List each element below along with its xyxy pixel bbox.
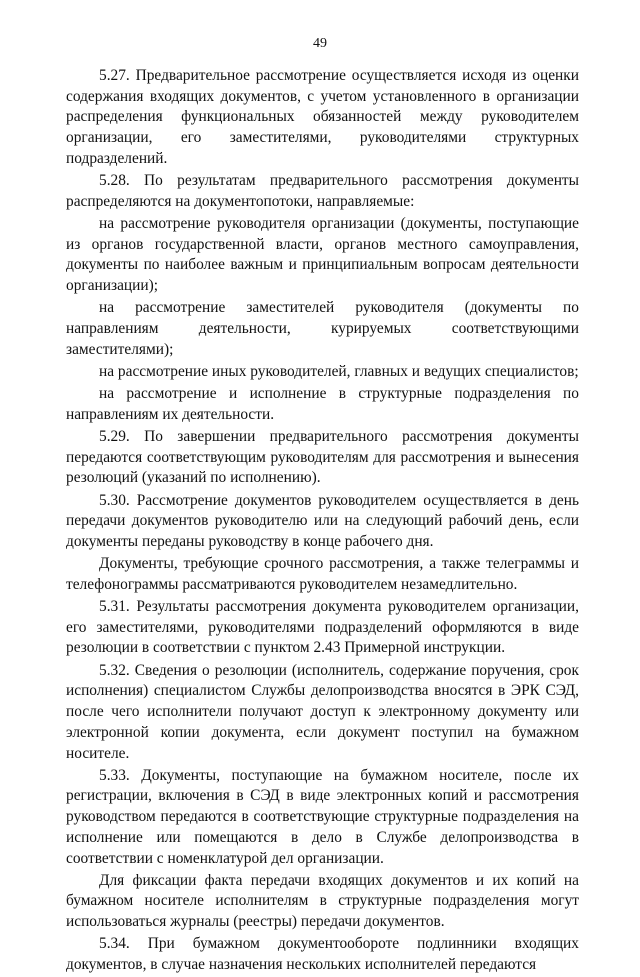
paragraph-5-31: 5.31. Результаты рассмотрения документа руководителем организации, его заместителями, руководителями подразделений оформляются в виде резолюции в соответствии с пунктом 2.43 Примерной инструкции. [66,598,579,657]
paragraph-5-29: 5.29. По завершении предварительного рассмотрения документы передаются соответствующим руководителям для рассмотрения и вынесения резолюций (указаний по исполнению). [66,427,579,487]
paragraph-5-33: 5.33. Документы, поступающие на бумажном носителе, после их регистрации, включения в СЭД в виде электронных копий и рассмотрения руководством передаются в соответствующие структурные подразделения на исполнение или помещаются в дело в Службе делопроизводства в соответствии с номенклатурой дел организации. [66,766,579,867]
paragraph-5-32: 5.32. Сведения о резолюции (исполнитель, содержание поручения, срок исполнения) специалистом Службы делопроизводства вносятся в ЭРК СЭД, после чего исполнители получают доступ к электронному документу или электронной копии документа, если документ поступил на бумажном носителе. [66,661,579,762]
paragraph-5-30: 5.30. Рассмотрение документов руководителем осуществляется в день передачи документов руководителю или на следующий рабочий день, если документы переданы руководству в конце рабочего дня. [66,491,579,550]
list-item-deputies: на рассмотрение заместителей руководителя (документы по направлениям деятельности, курируемых соответствующими заместителями); [66,299,579,358]
paragraph-5-34: 5.34. При бумажном документообороте подлинники входящих документов, в случае назначения нескольких исполнителей передаются [66,935,579,974]
list-item-other-managers: на рассмотрение иных руководителей, главных и ведущих специалистов; [99,362,579,380]
list-item-structural-units: на рассмотрение и исполнение в структурные подразделения по направлениям их деятельности. [66,385,579,423]
list-item-head-of-organization: на рассмотрение руководителя организации (документы, поступающие из органов государственной власти, органов местного самоуправления, документы по наиболее важным и принципиальным вопросам деятельности организации); [66,214,579,295]
page-number: 49 [313,36,327,51]
paragraph-transfer-journals: Для фиксации факта передачи входящих документов и их копий на бумажном носителе исполнителям в структурные подразделения могут использоваться журналы (реестры) передачи документов. [66,871,579,931]
paragraph-5-27: 5.27. Предварительное рассмотрение осуществляется исходя из оценки содержания входящих документов, с учетом установленного в организации распределения функциональных обязанностей между руководителем организации, его заместителями, руководителями структурных подразделений. [66,67,579,167]
document-body [66,66,579,977]
paragraph-5-28: 5.28. По результатам предварительного рассмотрения документы распределяются на документопотоки, направляемые: [66,172,579,210]
paragraph-urgent-documents: Документы, требующие срочного рассмотрения, а также телеграммы и телефонограммы рассматриваются руководителем незамедлительно. [66,555,579,593]
